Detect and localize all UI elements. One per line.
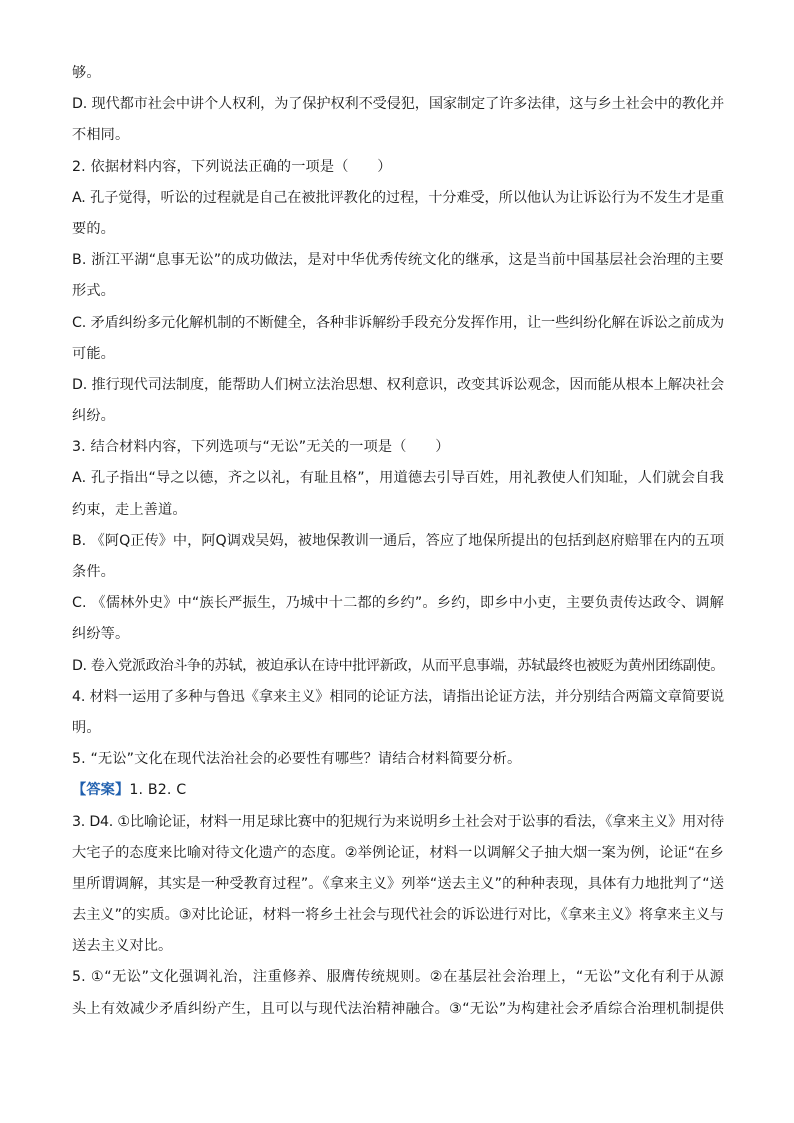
document-body xyxy=(72,58,724,1025)
question-4-stem: 4. 材料一运用了多种与鲁迅《拿来主义》相同的论证方法，请指出论证方法，并分别结合两篇文章简要说 xyxy=(72,688,724,705)
text-line: 约束，走上善道。 xyxy=(72,501,187,518)
question-2-option-c: C. 矛盾纠纷多元化解机制的不断健全，各种非诉解纷手段充分发挥作用，让一些纠纷化解在诉讼之前成为 xyxy=(72,314,724,331)
text-line: D. 现代都市社会中讲个人权利，为了保护权利不受侵犯，国家制定了许多法律，这与乡土社会中的教化并 xyxy=(72,96,724,113)
answer-detail-line: 去主义”的实质。③对比论证，材料一将乡土社会与现代社会的诉讼进行对比，《拿来主义》将拿来主义与 xyxy=(72,907,724,924)
text-line: 形式。 xyxy=(72,283,116,300)
text-line: 纠纷。 xyxy=(72,408,116,425)
text-line: 要的。 xyxy=(72,220,116,237)
answer-detail-line: 送去主义对比。 xyxy=(72,938,173,955)
question-3-option-c: C. 《儒林外史》中“族长严振生，乃城中十二都的乡约”。乡约，即乡中小吏，主要负责传达政令、调解 xyxy=(72,595,724,612)
question-3-stem: 3. 结合材料内容，下列选项与“无讼”无关的一项是（ ） xyxy=(72,439,450,456)
text-line: 条件。 xyxy=(72,564,116,580)
answer-detail-line: 里所谓调解，其实是一种受教育过程”。《拿来主义》列举“送去主义”的种种表现，具体有力地批判了“送 xyxy=(72,875,724,892)
question-2-option-b: B. 浙江平湖“息事无讼”的成功做法，是对中华优秀传统文化的继承，这是当前中国基层社会治理的主要 xyxy=(72,252,724,269)
text-line: 纠纷等。 xyxy=(72,626,130,643)
question-3-option-b: B. 《阿Q正传》中，阿Q调戏吴妈，被地保教训一通后，答应了地保所提出的包括到赵府赔罪在内的五项 xyxy=(72,532,724,549)
answer-text: 1. B2. C xyxy=(129,782,187,799)
answer-tag: 【答案】 xyxy=(72,782,130,799)
question-2-stem: 2. 依据材料内容，下列说法正确的一项是（ ） xyxy=(72,158,392,175)
text-line: 够。 xyxy=(72,65,101,81)
question-2-option-a: A. 孔子觉得，听讼的过程就是自己在被批评教化的过程，十分难受，所以他认为让诉讼行为不发生才是重 xyxy=(72,189,724,206)
text-line: 明。 xyxy=(72,719,101,736)
answer-line xyxy=(72,775,724,806)
answer-detail-line: 大宅子的态度来比喻对待文化遗产的态度。②举例论证，材料一以调解父子抽大烟一案为例，论证“在乡 xyxy=(72,844,724,861)
question-5-stem: 5. “无讼”文化在现代法治社会的必要性有哪些？请结合材料简要分析。 xyxy=(72,751,522,768)
text-line: 可能。 xyxy=(72,345,116,362)
question-3-option-a: A. 孔子指出“导之以德，齐之以礼，有耻且格”，用道德去引导百姓，用礼教使人们知耻，人们就会自我 xyxy=(72,470,724,487)
text-line: 不相同。 xyxy=(72,127,130,144)
answer-detail-line: 5. ①“无讼”文化强调礼治，注重修养、服膺传统规则。②在基层社会治理上，“无讼”文化有利于从源 xyxy=(72,969,724,986)
question-3-option-d: D. 卷入党派政治斗争的苏轼，被迫承认在诗中批评新政，从而平息事端，苏轼最终也被贬为黄州团练副使。 xyxy=(72,657,724,674)
answer-detail-line: 3. D4. ①比喻论证，材料一用足球比赛中的犯规行为来说明乡土社会对于讼事的看法，《拿来主义》用对待 xyxy=(72,813,724,830)
answer-detail-line: 头上有效减少矛盾纠纷产生，且可以与现代法治精神融合。③“无讼”为构建社会矛盾综合治理机制提供 xyxy=(72,1000,724,1017)
question-2-option-d: D. 推行现代司法制度，能帮助人们树立法治思想、权利意识，改变其诉讼观念，因而能从根本上解决社会 xyxy=(72,376,724,393)
